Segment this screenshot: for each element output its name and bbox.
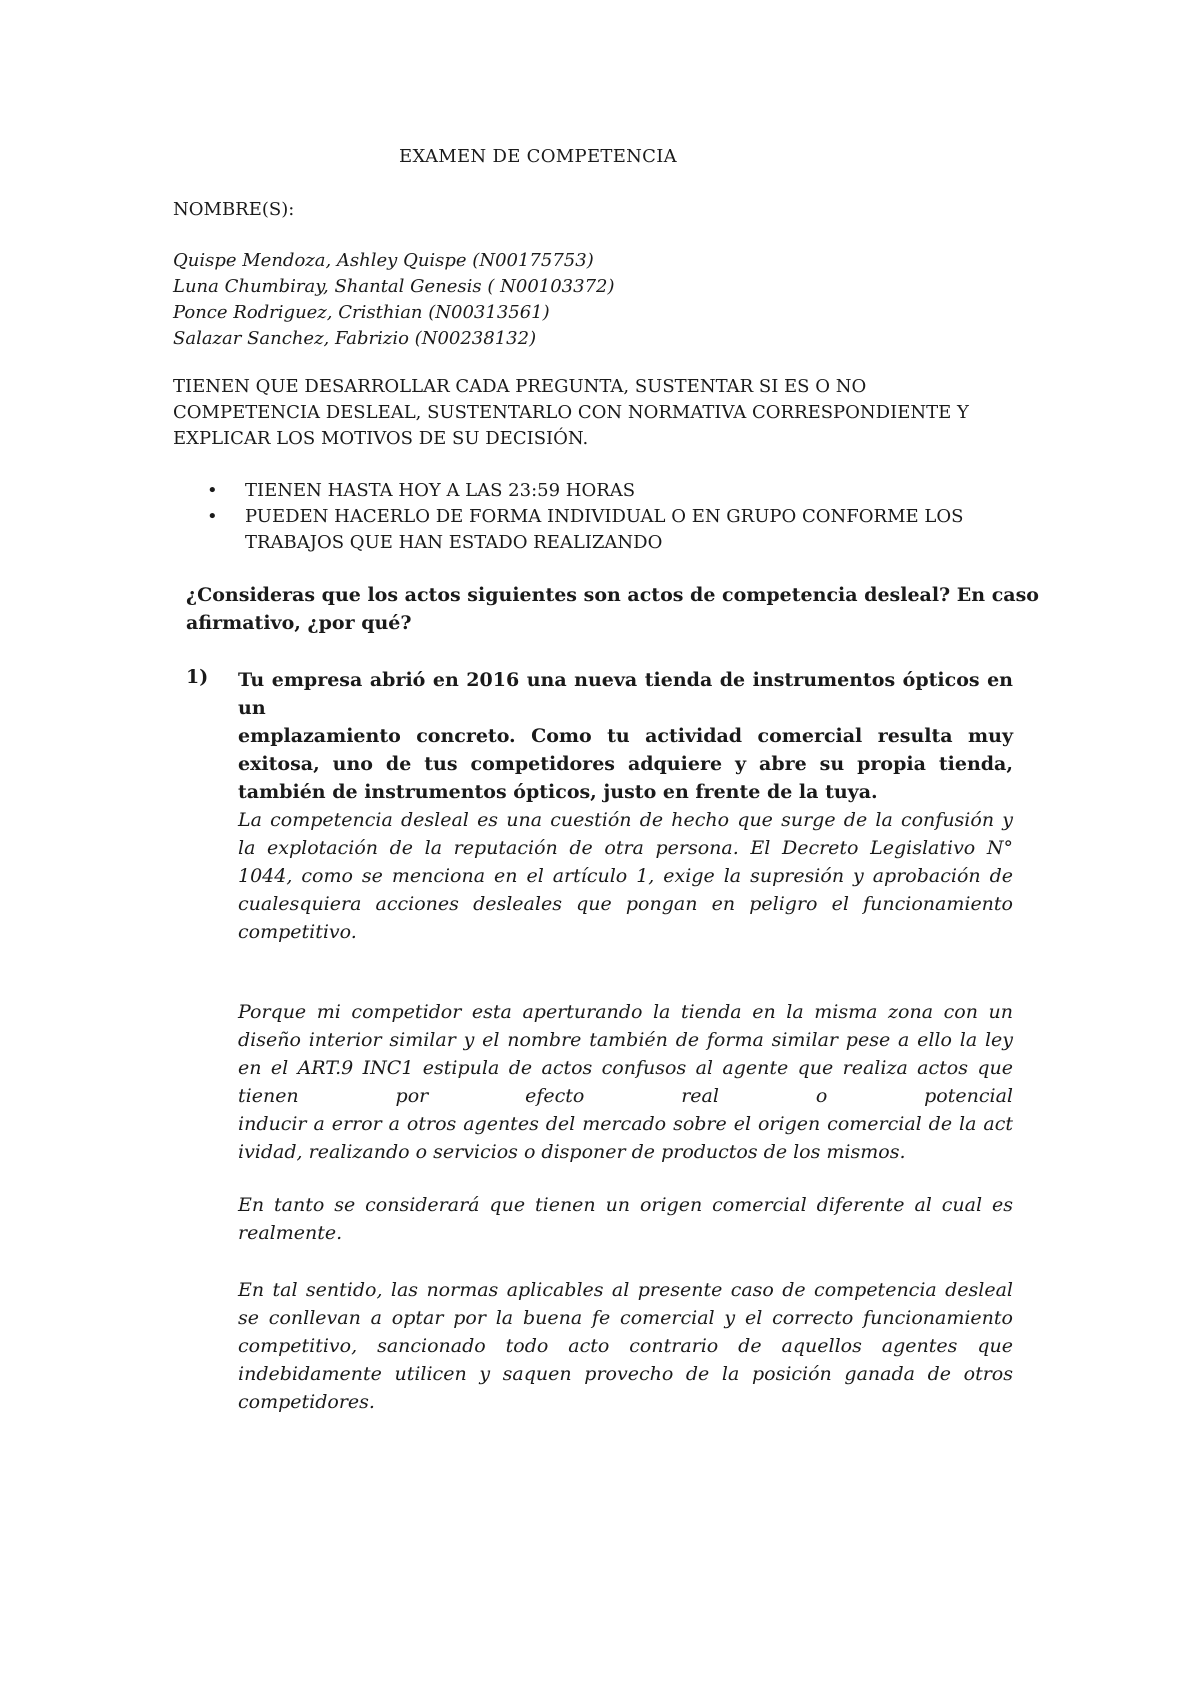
question-1-line: Tu empresa abrió en 2016 una nueva tienda de instrumentos ópticos en un <box>238 669 1013 719</box>
answer-line: En tanto se considerará que tienen un origen comercial diferente al cual es <box>238 1194 1013 1216</box>
instruction-line: COMPETENCIA DESLEAL, SUSTENTARLO CON NORMATIVA CORRESPONDIENTE Y <box>173 402 969 423</box>
question-number: 1) <box>186 666 209 688</box>
answer-line: la explotación de la reputación de otra persona. El Decreto Legislativo N° <box>238 837 1013 859</box>
answer-line: inducir a error a otros agentes del mercado sobre el origen comercial de la act <box>238 1113 1013 1135</box>
student-name: Luna Chumbiray, Shantal Genesis ( N00103372) <box>173 276 615 297</box>
question-1-text <box>238 666 1013 806</box>
answer-line: diseño interior similar y el nombre también de forma similar pese a ello la ley <box>238 1029 1013 1051</box>
student-names <box>173 248 615 352</box>
bullet-icon: • <box>207 506 218 527</box>
instruction-line: EXPLICAR LOS MOTIVOS DE SU DECISIÓN. <box>173 428 589 449</box>
answer-line: ividad, realizando o servicios o disponer de productos de los mismos. <box>238 1141 906 1163</box>
bullet-text: TIENEN HASTA HOY A LAS 23:59 HORAS <box>245 480 636 501</box>
instructions <box>173 374 1043 452</box>
student-name: Quispe Mendoza, Ashley Quispe (N00175753) <box>173 250 594 271</box>
bullet-item <box>205 478 1045 504</box>
answer-line: tienen por efecto real o potencial <box>238 1085 1013 1107</box>
answer-line: indebidamente utilicen y saquen provecho de la posición ganada de otros <box>238 1363 1013 1385</box>
bullet-text: PUEDEN HACERLO DE FORMA INDIVIDUAL O EN GRUPO CONFORME LOS <box>245 506 964 527</box>
question-1-line: también de instrumentos ópticos, justo en frente de la tuya. <box>238 781 878 803</box>
answer-line: realmente. <box>238 1222 343 1244</box>
student-name: Salazar Sanchez, Fabrizio (N00238132) <box>173 328 537 349</box>
bullet-text: TRABAJOS QUE HAN ESTADO REALIZANDO <box>245 532 663 553</box>
answer-line: competitivo, sancionado todo acto contrario de aquellos agentes que <box>238 1335 1013 1357</box>
answer-line: En tal sentido, las normas aplicables al presente caso de competencia desleal <box>238 1279 1013 1301</box>
answer-paragraph-1 <box>238 806 1013 946</box>
answer-paragraph-3 <box>238 1191 1013 1247</box>
bullet-list <box>205 478 1045 556</box>
question-line: ¿Consideras que los actos siguientes son actos de competencia desleal? En caso <box>186 584 1039 606</box>
answer-line: La competencia desleal es una cuestión de hecho que surge de la confusión y <box>238 809 1013 831</box>
question-1-line: emplazamiento concreto. Como tu actividad comercial resulta muy <box>238 725 1013 747</box>
bullet-item <box>205 504 1045 556</box>
answer-line: en el ART.9 INC1 estipula de actos confusos al agente que realiza actos que <box>238 1057 1013 1079</box>
answer-line: 1044, como se menciona en el artículo 1, exige la supresión y aprobación de <box>238 865 1013 887</box>
answer-line: competitivo. <box>238 921 357 943</box>
instruction-line: TIENEN QUE DESARROLLAR CADA PREGUNTA, SUSTENTAR SI ES O NO <box>173 376 867 397</box>
answer-paragraph-2 <box>238 998 1013 1166</box>
bullet-icon: • <box>207 480 218 501</box>
answer-line: competidores. <box>238 1391 375 1413</box>
main-question <box>186 581 1046 637</box>
question-1-line: exitosa, uno de tus competidores adquiere y abre su propia tienda, <box>238 753 1013 775</box>
names-label: NOMBRE(S): <box>173 199 295 220</box>
answer-paragraph-4 <box>238 1276 1013 1416</box>
student-name: Ponce Rodriguez, Cristhian (N00313561) <box>173 302 550 323</box>
answer-line: se conllevan a optar por la buena fe comercial y el correcto funcionamiento <box>238 1307 1013 1329</box>
answer-line: Porque mi competidor esta aperturando la tienda en la misma zona con un <box>238 1001 1013 1023</box>
answer-line: cualesquiera acciones desleales que pongan en peligro el funcionamiento <box>238 893 1013 915</box>
document-title: EXAMEN DE COMPETENCIA <box>399 146 677 167</box>
question-line: afirmativo, ¿por qué? <box>186 612 412 634</box>
